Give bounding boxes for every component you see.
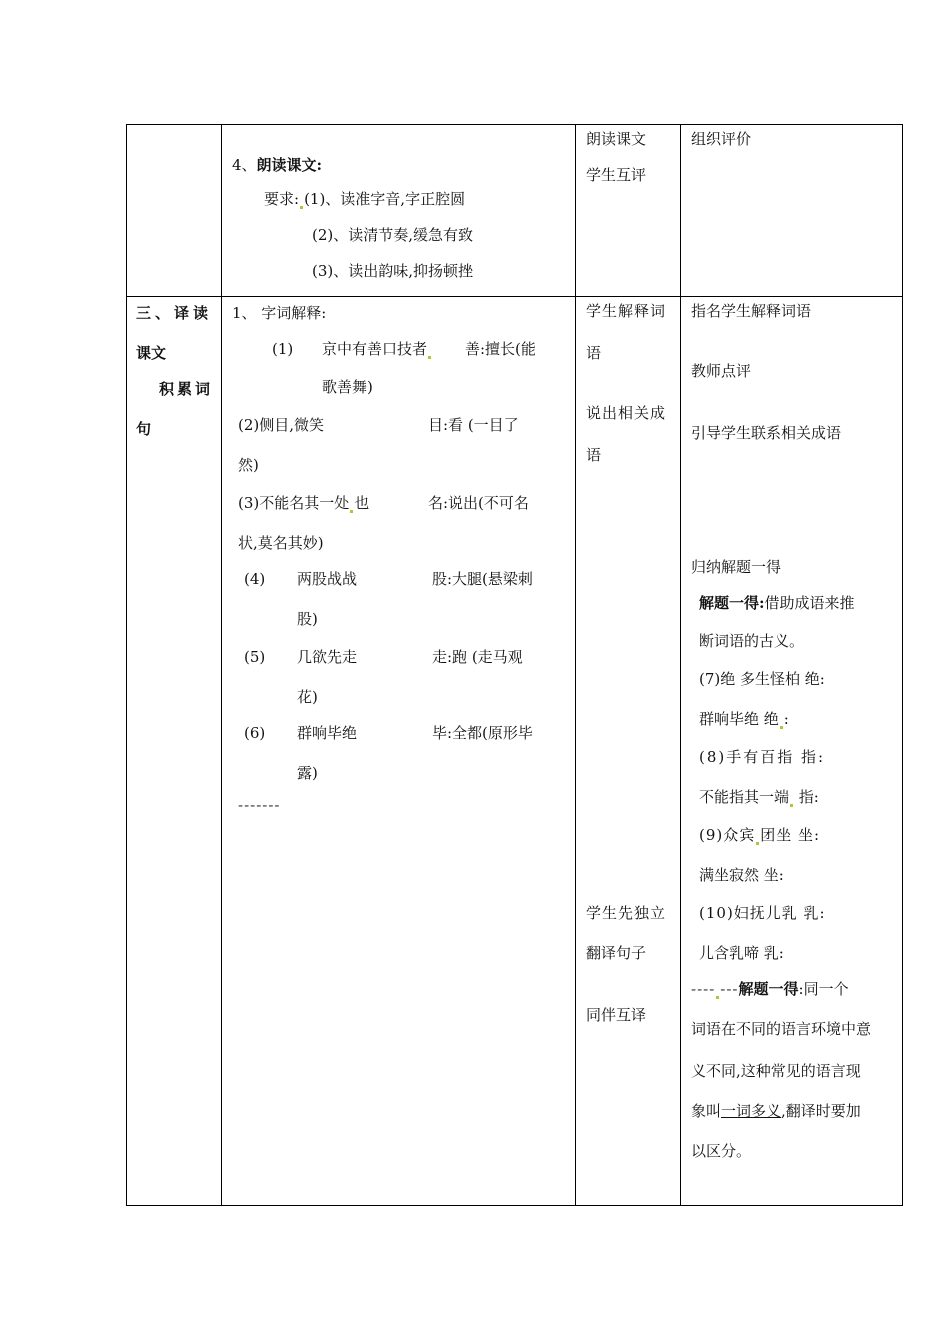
highlight-mark [756, 842, 759, 845]
item-1-phrase: 京中有善口技者 [322, 340, 428, 358]
example-9a-end: 团坐 坐: [760, 826, 821, 844]
lesson-plan-table [126, 124, 903, 1206]
tip-label-2: 解题一得 [738, 980, 799, 998]
highlight-mark [428, 356, 431, 359]
student-activity-3a: 学生先独立 [586, 904, 667, 922]
example-8a: (8)手有百指 指: [699, 748, 826, 766]
highlight-mark [790, 804, 793, 807]
student-activity-1: 朗读课文 [586, 130, 647, 148]
tip-text-2: :同一个 [798, 980, 849, 998]
teacher-activity-1: 组织评价 [691, 130, 752, 148]
tip-text-2c: 义不同,这种常见的语言现 [691, 1062, 861, 1080]
section-title-4: 句 [136, 420, 152, 438]
teacher-activity-1: 指名学生解释词语 [691, 302, 812, 320]
teacher-activity-4: 归纳解题一得 [691, 558, 782, 576]
tip-text: 借助成语来推 [764, 594, 855, 612]
dash-line: ---- [691, 980, 716, 998]
section-cell-empty [127, 125, 222, 297]
student-activity-2a: 说出相关成 [586, 404, 667, 422]
highlight-mark [350, 510, 353, 513]
item-6-explanation: 毕:全都(原形毕 [432, 724, 533, 742]
item-number: 4、 [232, 156, 257, 174]
student-activity-1a: 学生解释词 [586, 302, 667, 320]
tip-text-2e: 以区分。 [691, 1142, 752, 1160]
item-3-phrase-end: 也 [354, 494, 370, 512]
item-5-idiom: 花) [297, 688, 318, 706]
term-polysemy: 一词多义 [721, 1102, 782, 1120]
item-4-phrase: 两股战战 [297, 570, 358, 588]
student-activity-cell [576, 125, 681, 297]
item-1-idiom: 歌善舞) [322, 378, 373, 396]
item-1-number: (1) [272, 340, 294, 358]
item-5-explanation: 走:跑 (走马观 [432, 648, 523, 666]
requirement-2: (2)、读清节奏,缓急有致 [312, 226, 474, 244]
tip-text-2b: 词语在不同的语言环境中意 [691, 1020, 872, 1038]
teacher-activity-2: 教师点评 [691, 362, 752, 380]
tip-label: 解题一得: [699, 594, 765, 612]
item-3-explanation: 名:说出(不可名 [428, 494, 529, 512]
item-2-idiom: 然) [238, 456, 259, 474]
item-4-explanation: 股:大腿(悬梁刺 [432, 570, 533, 588]
tip-text-cont: 断词语的古义。 [699, 632, 805, 650]
section-title-2: 课文 [136, 344, 167, 362]
dash-line: ------- [238, 796, 281, 814]
requirement-3: (3)、读出韵味,抑扬顿挫 [312, 262, 474, 280]
item-5-phrase: 几欲先走 [297, 648, 358, 666]
table-row [127, 297, 903, 1206]
highlight-mark [780, 726, 783, 729]
example-7a: (7)绝 多生怪柏 绝: [699, 670, 825, 688]
section-title-3: 积累词 [159, 380, 214, 398]
example-8b: 不能指其一端 [699, 788, 790, 806]
example-7b: 群响毕绝 绝 [699, 710, 779, 728]
example-10a: (10)妇抚儿乳 乳: [699, 904, 826, 922]
item-4-idiom: 股) [297, 610, 318, 628]
content-cell-words [222, 297, 576, 1206]
example-9b: 满坐寂然 坐: [699, 866, 784, 884]
teacher-activity-cell [681, 297, 903, 1206]
section-title-1: 三、译读 [136, 304, 213, 322]
requirement-1: (1)、读准字音,字正腔圆 [304, 190, 466, 208]
student-activity-1b: 语 [586, 344, 602, 362]
student-activity-2: 学生互评 [586, 166, 647, 184]
example-9a: (9)众宾 [699, 826, 756, 844]
item-5-number: (5) [244, 648, 266, 666]
dash-line: --- [720, 980, 739, 998]
example-10b: 儿含乳啼 乳: [699, 944, 784, 962]
student-activity-2b: 语 [586, 446, 602, 464]
student-activity-4: 同伴互译 [586, 1006, 647, 1024]
item-3-idiom: 状,莫名其妙) [238, 534, 324, 552]
tip-text-2d-post: ,翻译时要加 [781, 1102, 861, 1120]
teacher-activity-3: 引导学生联系相关成语 [691, 424, 842, 442]
item-6-phrase: 群响毕绝 [297, 724, 358, 742]
item-4-number: (4) [244, 570, 266, 588]
requirement-label: 要求: [264, 190, 300, 208]
content-cell-reading [222, 125, 576, 297]
tip-text-2d-pre: 象叫 [691, 1102, 722, 1120]
item-1-explanation: 善:擅长(能 [465, 340, 536, 358]
example-7b-end: : [783, 710, 789, 728]
highlight-mark [300, 206, 303, 209]
student-activity-cell [576, 297, 681, 1206]
item-title: 朗读课文: [256, 156, 323, 174]
highlight-mark [716, 996, 719, 999]
item-2-phrase: (2)侧目,微笑 [238, 416, 325, 434]
table-row [127, 125, 903, 297]
example-8b-end: 指: [794, 788, 819, 806]
item-2-explanation: 目:看 (一目了 [428, 416, 519, 434]
student-activity-3b: 翻译句子 [586, 944, 647, 962]
item-3-phrase: (3)不能名其一处 [238, 494, 350, 512]
item-6-idiom: 露) [297, 764, 318, 782]
item-6-number: (6) [244, 724, 266, 742]
teacher-activity-cell [681, 125, 903, 297]
words-heading: 1、 字词解释: [232, 304, 327, 322]
section-cell [127, 297, 222, 1206]
